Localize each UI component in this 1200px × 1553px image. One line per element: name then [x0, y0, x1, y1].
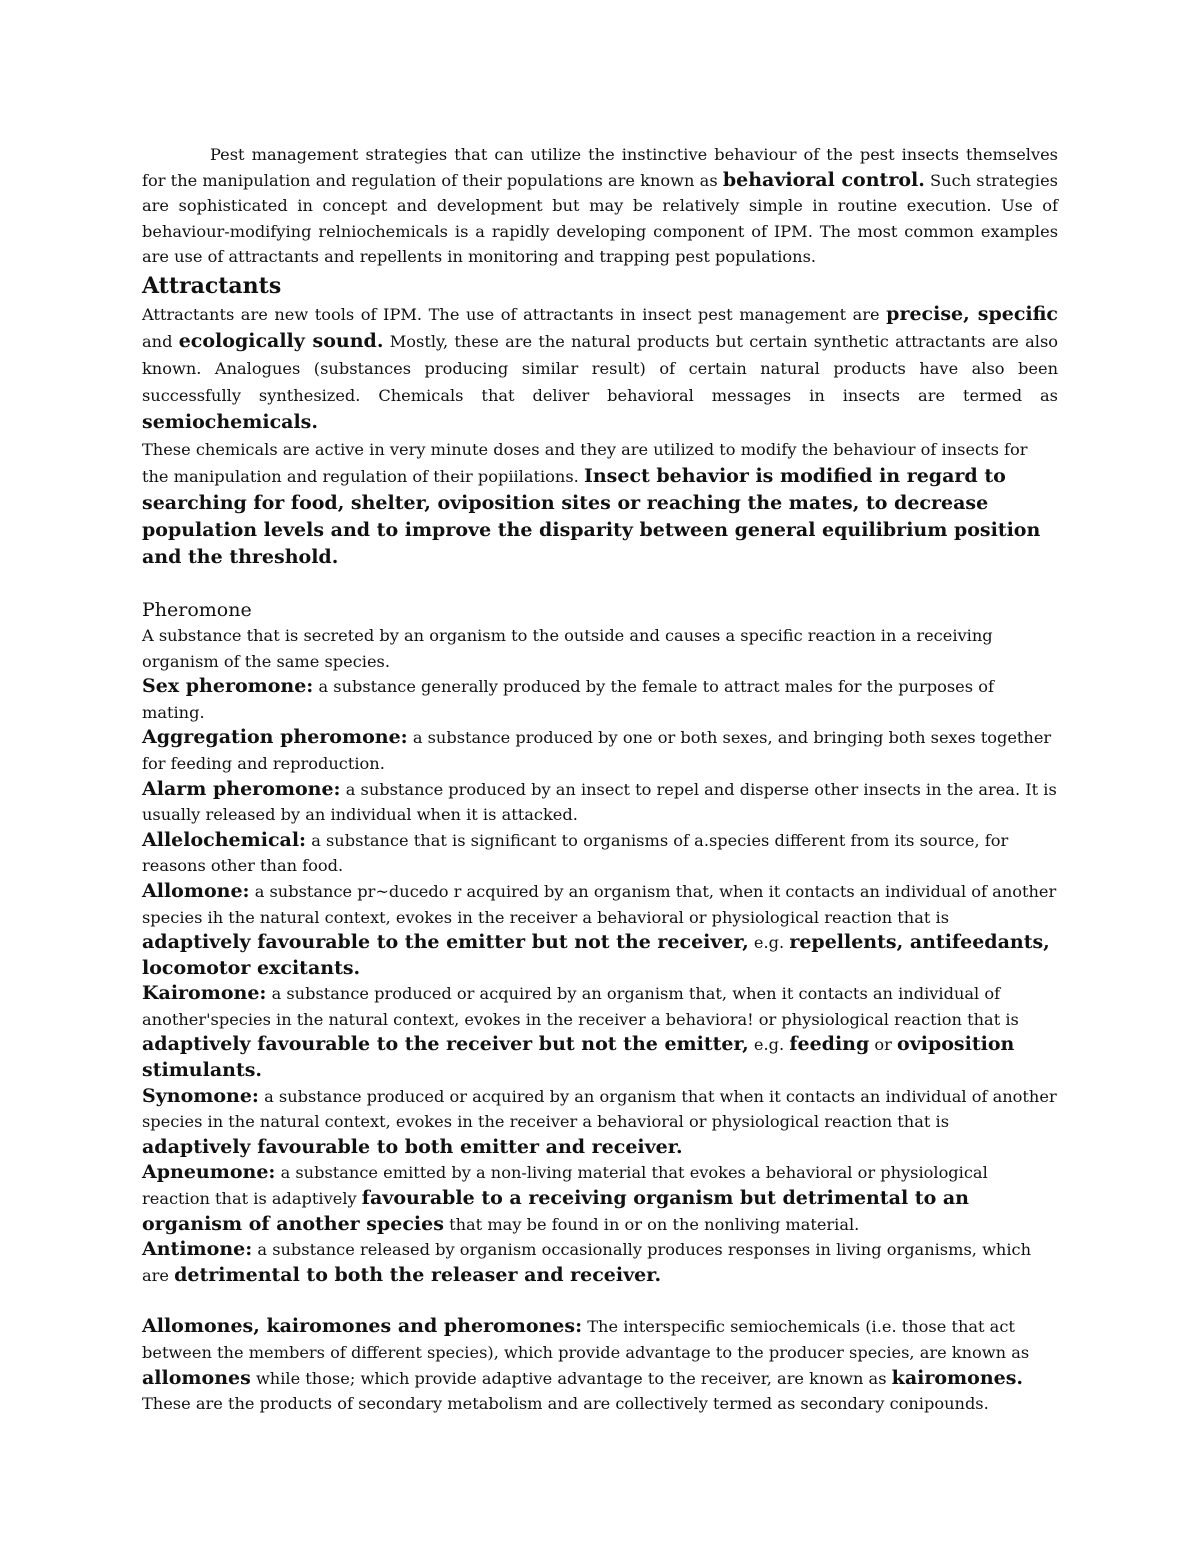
definition-sex-pheromone: Sex pheromone: a substance generally produced by the female to attract males for the purposes of mating.: [142, 675, 994, 722]
term-semiochemicals: semiochemicals.: [142, 410, 318, 433]
section-heading-pheromone: Pheromone: [142, 598, 252, 621]
intro-paragraph: Pest management strategies that can utilize the instinctive behaviour of the pest insects themselves for the manipulation and regulation of their populations are known as behavioral control. Such strategies are sophisticated in concept and development but may be relatively simple in routine execution. Use of behaviour-modifying relniochemicals is a rapidly developing component of IPM. The most common examples are use of attractants and repellents in monitoring and trapping pest populations.: [142, 145, 1058, 267]
closing-paragraph: Allomones, kairomones and pheromones: The interspecific semiochemicals (i.e. those that act between the members of different species), which provide advantage to the producer species, are known as allomones while those; which provide adaptive advantage to the receiver, are known as kairomones. These are the products of secondary metabolism and are collectively termed as secondary conipounds.: [142, 1315, 1030, 1414]
document-page: [142, 142, 1058, 1417]
definition-antimone: Antimone: a substance released by organism occasionally produces responses in living organisms, which are detrimental to both the releaser and receiver.: [142, 1238, 1032, 1286]
definition-allelochemical: Allelochemical: a substance that is significant to organisms of a.species different from its source, for reasons other than food.: [142, 828, 1009, 876]
pheromone-definition: A substance that is secreted by an organism to the outside and causes a specific reaction in a receiving organism of the same species.: [142, 625, 993, 671]
definition-synomone: Synomone: a substance produced or acquired by an organism that when it contacts an individual of another species in the natural context, evokes in the receiver a behavioral or physiological reaction that is adaptively favourable to both emitter and receiver.: [142, 1084, 1057, 1158]
section-heading-attractants: Attractants: [142, 272, 282, 299]
definition-alarm-pheromone: Alarm pheromone: a substance produced by an insect to repel and disperse other insects in the area. It is usually released by an individual when it is attacked.: [142, 777, 1057, 825]
definition-aggregation-pheromone: Aggregation pheromone: a substance produced by one or both sexes, and bringing both sexes together for feeding and reproduction.: [142, 726, 1052, 773]
attractants-paragraph-1: Attractants are new tools of IPM. The use of attractants in insect pest management are precise, specific and ecologically sound. Mostly, these are the natural products but certain synthetic attractants are also known. Analogues (substances producing similar result) of certain natural products have also been successfully synthesized. Chemicals that deliver behavioral messages in insects are termed as semiochemicals.: [142, 302, 1058, 433]
attractants-paragraph-2: These chemicals are active in very minute doses and they are utilized to modify the behaviour of insects for the manipulation and regulation of their popiilations. Insect behavior is modified in regard to searching for food, shelter, oviposition sites or reaching the mates, to decrease population levels and to improve the disparity between general equilibrium position and the threshold.: [142, 439, 1041, 568]
definition-apneumone: Apneumone: a substance emitted by a non-living material that evokes a behavioral or physiological reaction that is adaptively favourable to a receiving organism but detrimental to an organism of another species that may be found in or on the nonliving material.: [142, 1161, 988, 1235]
definition-allomone: Allomone: a substance pr~ducedo r acquired by an organism that, when it contacts an individual of another species ih the natural context, evokes in the receiver a behavioral or physiological reaction that is adaptively favourable to the emitter but not the receiver, e.g. repellents, antifeedants, locomotor excitants.: [142, 879, 1057, 979]
definition-kairomone: Kairomone: a substance produced or acquired by an organism that, when it contacts an individual of another'species in the natural context, evokes in the receiver a behaviora! or physiological reaction that is adaptively favourable to the receiver but not the emitter, e.g. feeding or oviposition stimulants.: [142, 982, 1019, 1082]
term-behavioral-control: behavioral control.: [722, 168, 925, 191]
